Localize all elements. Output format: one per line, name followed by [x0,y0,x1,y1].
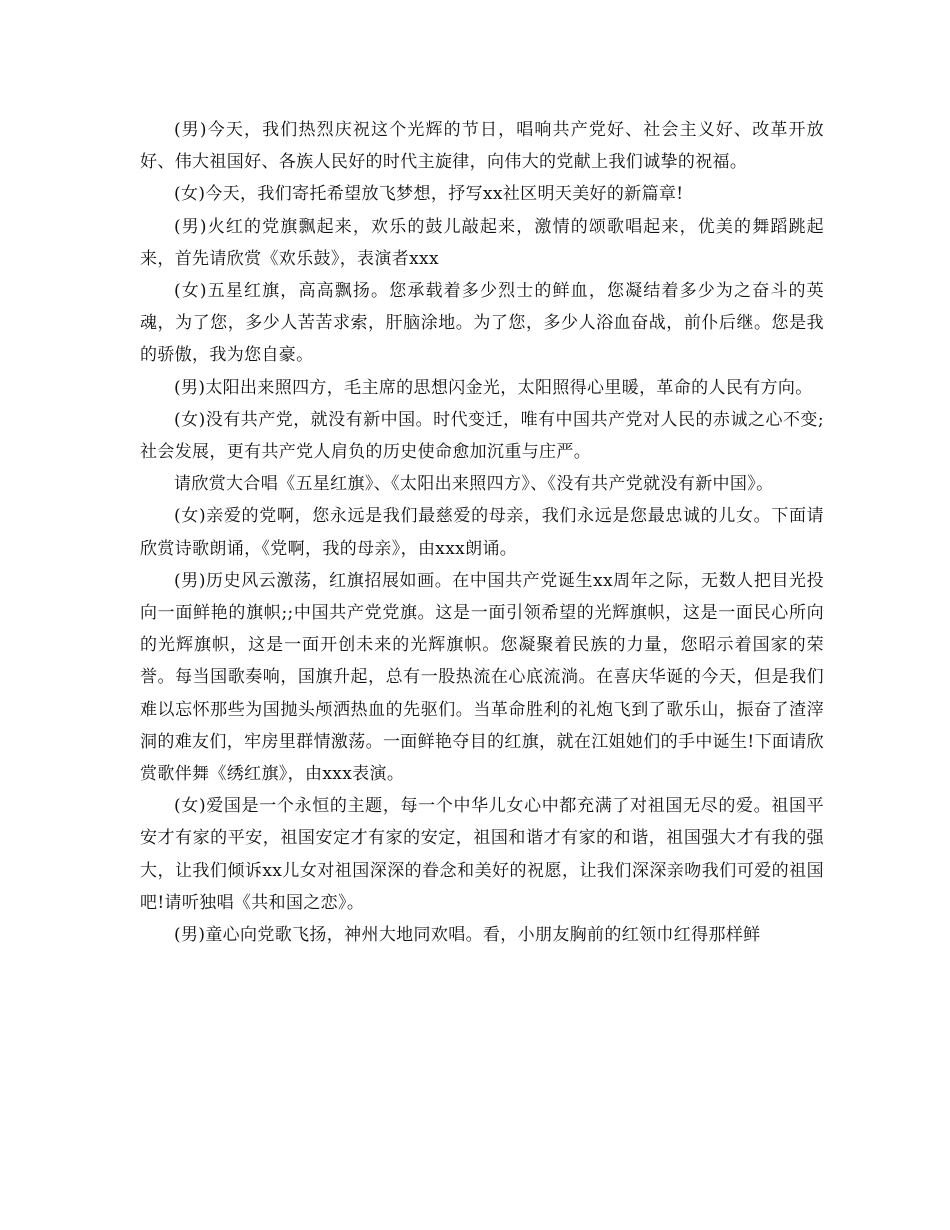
paragraph: (女)今天，我们寄托希望放飞梦想，抒写xx社区明天美好的新篇章! [174,184,684,205]
paragraph: (男)历史风云激荡，红旗招展如画。在中国共产党诞生xx周年之际，无数人把目光投向一面鲜艳的旗帜;;中国共产党党旗。这是一面引领希望的光辉旗帜，这是一面民心所向的光辉旗帜，这是一面开创未来的光辉旗帜。您凝聚着民族的力量，您昭示着国家的荣誉。每当国歌奏响，国旗升起，总有一股热流在心底流淌。在喜庆华诞的今天，但是我们难以忘怀那些为国抛头颅洒热血的先驱们。当革命胜利的礼炮飞到了歌乐山，振奋了渣滓洞的难友们，牢房里群情激荡。一面鲜艳夺目的红旗，就在江姐她们的手中诞生!下面请欣赏歌伴舞《绣红旗》，由xxx表演。 [140,570,824,785]
paragraph: (男)太阳出来照四方，毛主席的思想闪金光，太阳照得心里暖，革命的人民有方向。 [174,377,813,398]
paragraph: (女)爱国是一个永恒的主题，每一个中华儿女心中都充满了对祖国无尽的爱。祖国平安才有家的平安，祖国安定才有家的安定，祖国和谐才有家的和谐，祖国强大才有我的强大，让我们倾诉xx儿女对祖国深深的眷念和美好的祝愿，让我们深深亲吻我们可爱的祖国吧!请听独唱《共和国之恋》。 [140,796,824,913]
document-page [140,114,824,951]
paragraph: 请欣赏大合唱《五星红旗》、《太阳出来照四方》、《没有共产党就没有新中国》。 [174,474,774,495]
paragraph: (女)亲爱的党啊，您永远是我们最慈爱的母亲，我们永远是您最忠诚的儿女。下面请欣赏诗歌朗诵，《党啊，我的母亲》，由xxx朗诵。 [140,506,824,559]
paragraph: (女)没有共产党，就没有新中国。时代变迁，唯有中国共产党对人民的赤诚之心不变;社会发展，更有共产党人肩负的历史使命愈加沉重与庄严。 [140,409,824,463]
paragraph: (男)今天，我们热烈庆祝这个光辉的节日，唱响共产党好、社会主义好、改革开放好、伟大祖国好、各族人民好的时代主旋律，向伟大的党献上我们诚挚的祝福。 [140,120,824,173]
paragraph: (男)童心向党歌飞扬，神州大地同欢唱。看，小朋友胸前的红领巾红得那样鲜 [174,925,761,946]
paragraph: (女)五星红旗，高高飘扬。您承载着多少烈士的鲜血，您凝结着多少为之奋斗的英魂，为了您，多少人苦苦求索，肝脑涂地。为了您，多少人浴血奋战，前仆后继。您是我的骄傲，我为您自豪。 [140,281,824,366]
paragraph: (男)火红的党旗飘起来，欢乐的鼓儿敲起来，激情的颂歌唱起来，优美的舞蹈跳起来，首先请欣赏《欢乐鼓》，表演者xxx [140,216,824,269]
